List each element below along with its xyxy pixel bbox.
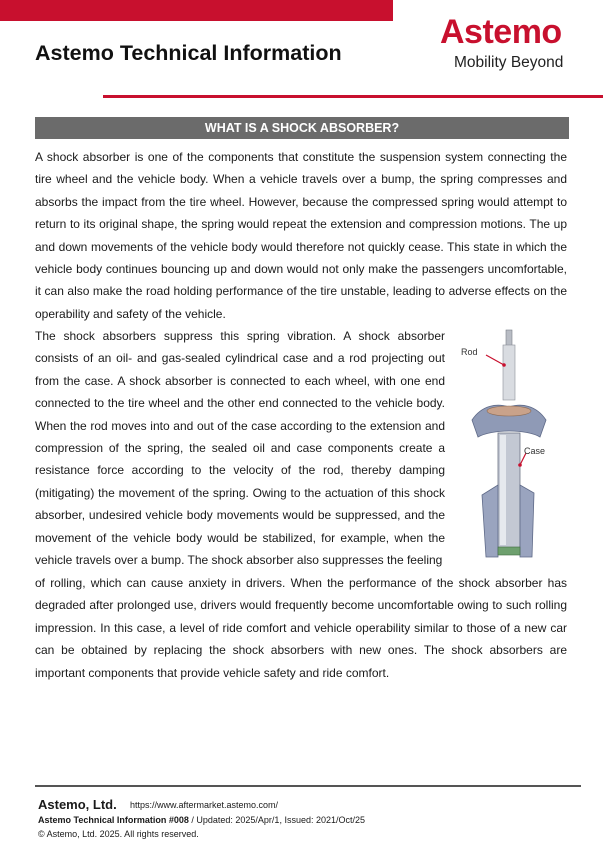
footer-company: Astemo, Ltd. (38, 797, 117, 812)
page-title: Astemo Technical Information (35, 41, 342, 65)
section-heading: WHAT IS A SHOCK ABSORBER? (35, 117, 569, 139)
shock-absorber-figure (452, 325, 582, 565)
footer-copyright: © Astemo, Ltd. 2025. All rights reserved. (38, 829, 199, 839)
logo-wordmark: Astemo (440, 13, 562, 51)
footer-url-link[interactable]: https://www.aftermarket.astemo.com/ (130, 800, 279, 810)
logo-tagline: Mobility Beyond (454, 54, 564, 71)
label-rod: Rod (461, 347, 478, 357)
top-accent-bar (0, 0, 393, 21)
header-divider (103, 95, 603, 98)
body-paragraph-2: The shock absorbers suppress this spring vibration. A shock absorber consists of an oil- and gas-sealed cylindrical case and a rod projecting out from the case. A shock absorber is connected to each wheel, with one end connected to the tire wheel and the other end connected to the vehicle body. When the rod moves into and out of the case according to the extension and compression of the spring, the sealed oil and case components create a resistance force according to the velocity of the rod, thereby damping (mitigating) the movement of the spring. Owing to the actuation of this shock absorber, undesired vehicle body movements would be suppressed, and the movement of the vehicle body would be stabilized, for example, when the vehicle travels over a bump. The shock absorber also suppresses the feeling (35, 329, 445, 568)
footer-divider (35, 785, 581, 787)
shock-absorber-illustration (452, 325, 582, 565)
brand-logo (440, 12, 590, 76)
footer-document-info (38, 815, 365, 825)
body-paragraph-1: A shock absorber is one of the components that constitute the suspension system connecting the tire wheel and the vehicle body. When a vehicle travels over a bump, the spring compresses and absorbs the impact from the tire wheel. However, because the compressed spring would attempt to return to its original shape, the spring would repeat the extension and compression motions. The up and down movements of the vehicle body would therefore not quickly cease. This state in which the vehicle body continues bouncing up and down would not only make the passengers uncomfortable, it can also make the road holding performance of the tire unstable, leading to adverse effects on the operability and safety of the vehicle. (35, 150, 567, 321)
label-case: Case (524, 446, 546, 456)
footer-doc-id: Astemo Technical Information #008 (38, 815, 189, 825)
footer-doc-dates: / Updated: 2025/Apr/1, Issued: 2021/Oct/25 (188, 815, 365, 825)
body-paragraph-3: of rolling, which can cause anxiety in drivers. When the performance of the shock absorber has degraded after prolonged use, drivers would frequently become uncomfortable owing to such rolling impression. In this case, a level of ride comfort and vehicle operability similar to those of a new car can be obtained by replacing the shock absorbers with new ones. The shock absorbers are important components that provide vehicle safety and ride comfort. (35, 576, 567, 680)
